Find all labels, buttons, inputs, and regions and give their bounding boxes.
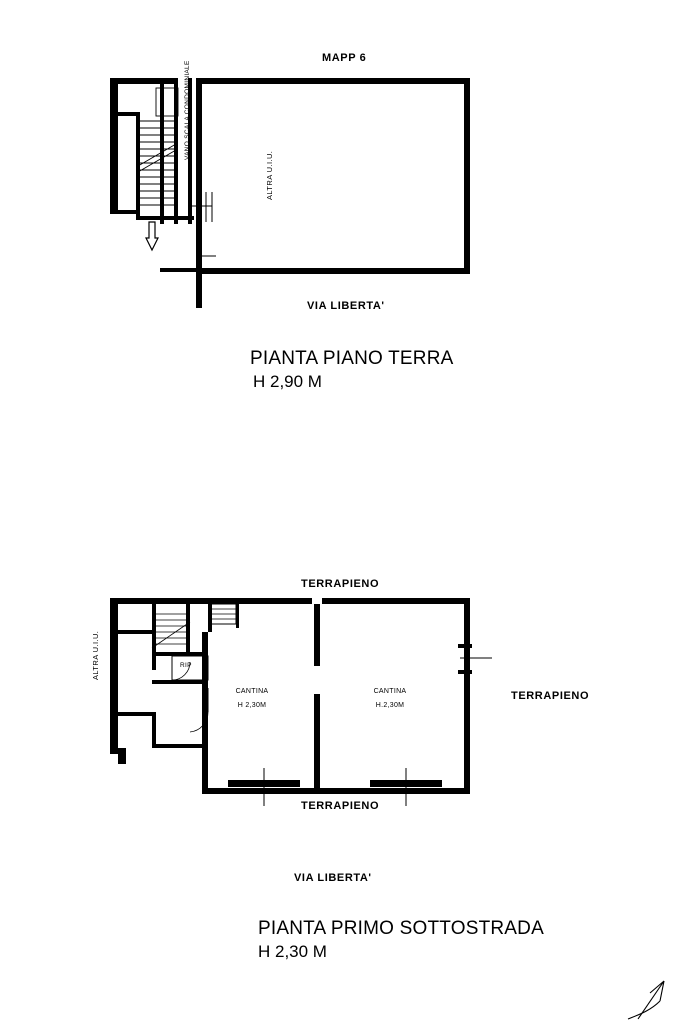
mapp-label: MAPP 6: [322, 52, 367, 64]
cantina-left-height: H 2,30M: [237, 702, 267, 709]
sotto-left-label: ALTRA U.I.U.: [91, 630, 100, 680]
cantina-right-name: CANTINA: [373, 688, 407, 695]
sottostrada-drawing: [0, 592, 683, 862]
sotto-street-label: VIA LIBERTA': [294, 872, 372, 884]
sotto-height: H 2,30 M: [258, 942, 327, 961]
sotto-title: PIANTA PRIMO SOTTOSTRADA: [258, 918, 544, 939]
ground-floor-plan: [0, 0, 683, 391]
ground-left-label: ALTRA U.I.U.: [109, 105, 118, 155]
north-arrow: [620, 975, 680, 1023]
sotto-bottom-label: TERRAPIENO: [301, 800, 380, 812]
stairwell-label: VANO SCALA CONDOMINIALE: [184, 60, 191, 160]
cantina-left-name: CANTINA: [235, 688, 269, 695]
ground-interior-label: ALTRA U.I.U.: [265, 150, 274, 200]
ground-floor-drawing: [0, 20, 683, 320]
north-arrow-graphic: [620, 975, 680, 1023]
ground-height: H 2,90 M: [253, 372, 322, 391]
sottostrada-plan: [0, 560, 683, 961]
sotto-right-label: TERRAPIENO: [511, 690, 590, 702]
ground-title: PIANTA PIANO TERRA: [250, 348, 454, 369]
cantina-right-height: H.2,30M: [375, 702, 405, 709]
rip-label: RIP: [180, 662, 192, 669]
sotto-top-label: TERRAPIENO: [301, 578, 380, 590]
ground-street-label: VIA LIBERTA': [307, 300, 385, 312]
